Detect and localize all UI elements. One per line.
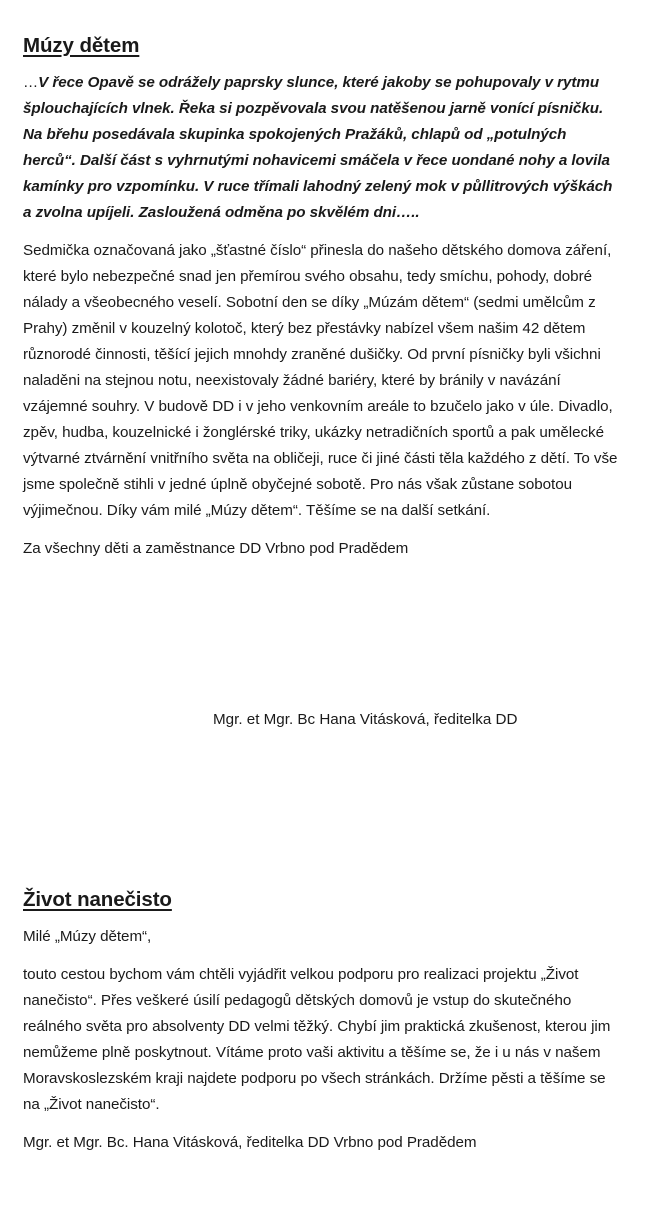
signature: Mgr. et Mgr. Bc. Hana Vitásková, ředitelka DD Vrbno pod Pradědem (23, 1134, 477, 1151)
article-title: Múzy dětem (23, 34, 140, 57)
article-zivot-nanecisto (23, 888, 623, 1156)
body-paragraph: Sedmička označovaná jako „šťastné číslo“ přinesla do našeho dětského domova záření, které bylo nebezpečné snad jen přemírou svého obsahu, tedy smíchu, pohody, dobré nálady a všeobecného veselí. Sobotní den se díky „Múzám dětem“ (sedmi umělcům z Prahy) změnil v kouzelný kolotoč, který bez přestávky nabízel všem našim 42 dětem různorodé činnosti, těšící jejich mnohdy zraněné dušičky. Od první písničky byli všichni naladěni na stejnou notu, neexistovaly žádné bariéry, které by bránily v navázání vzájemné souhry. V budově DD i v jeho venkovním areále to bzučelo jako v úle. Divadlo, zpěv, hudba, kouzelnické i žonglérské triky, ukázky netradičních sportů a pak umělecké výtvarné ztvárnění vnitřního světa na obličeji, ruce či jiné části těla každého z dětí. To vše jsme společně stihli v jedné úplně obyčejné sobotě. Pro nás však zůstane sobotou výjimečnou. Díky vám milé „Múzy dětem“. Těšíme se na další setkání. (23, 242, 618, 519)
intro-ellipsis: … (23, 74, 39, 91)
article-title: Život nanečisto (23, 888, 172, 911)
article-muzy-detem (23, 34, 623, 574)
greeting: Milé „Múzy dětem“, (23, 928, 152, 945)
intro-text: V řece Opavě se odrážely paprsky slunce, které jakoby se pohupovaly v rytmu šplouchajících vlnek. Řeka si pozpěvovala svou natěšenou jarně vonící písničku. Na břehu posedávala skupinka spokojených Pražáků, chlapů od „potulných herců“. Další část s vyhrnutými nohavicemi smáčela v řece uondané nohy a lovila kamínky pro vzpomínku. V ruce třímali lahodný zelený mok v půllitrových výškách a zvolna upíjeli. Zasloužená odměna po skvělém dni….. (23, 74, 613, 221)
closing-line: Za všechny děti a zaměstnance DD Vrbno pod Pradědem (23, 540, 409, 557)
body-paragraph: touto cestou bychom vám chtěli vyjádřit velkou podporu pro realizaci projektu „Život nanečisto“. Přes veškeré úsilí pedagogů dětských domovů je vstup do skutečného reálného světa pro absolventy DD velmi těžký. Chybí jim praktická zkušenost, kterou jim nemůžeme plně poskytnout. Vítáme proto vaši aktivitu a těšíme se, že i u nás v našem Moravskoslezském kraji najdete podporu po všech stránkách. Držíme pěsti a těšíme se na „Život nanečisto“. (23, 966, 611, 1113)
intro-paragraph (23, 70, 623, 226)
signature: Mgr. et Mgr. Bc Hana Vitásková, ředitelka DD (213, 711, 518, 728)
